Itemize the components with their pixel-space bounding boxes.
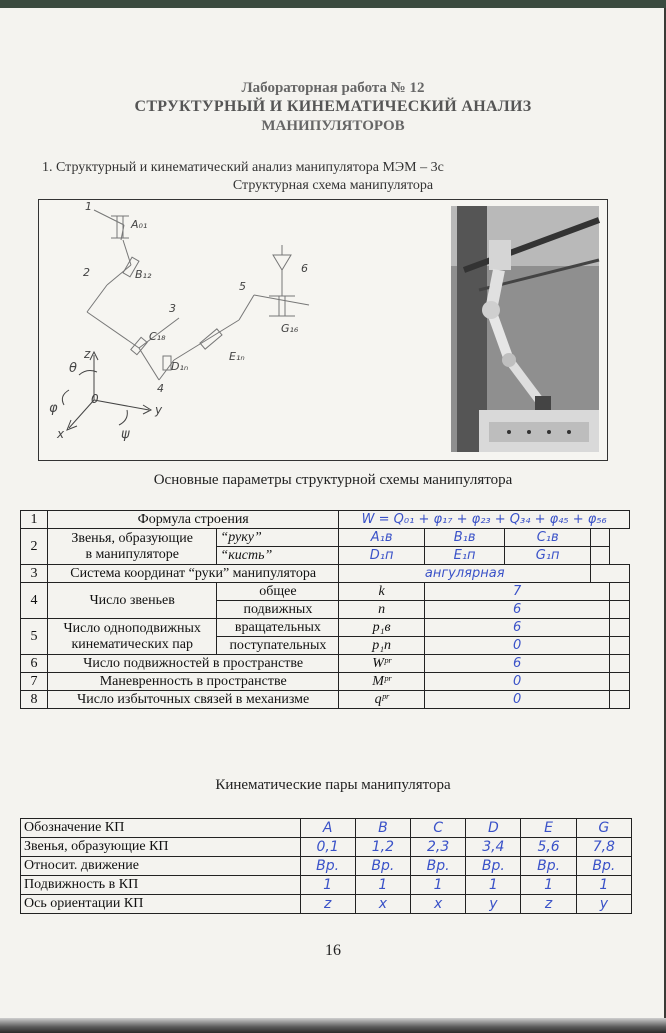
links-moving-value: 6: [424, 601, 610, 619]
redundant-symbol: qᵖʳ: [339, 691, 424, 709]
dof-empty: [610, 655, 630, 673]
table-row: [21, 529, 630, 547]
maneuver-value: 0: [424, 673, 610, 691]
manipulator-photo: [451, 206, 599, 452]
lab-subtitle-line2: МАНИПУЛЯТОРОВ: [261, 118, 405, 134]
table-row: [21, 673, 630, 691]
wrist-link-3: G₁п: [505, 547, 591, 565]
wrist-link-1: D₁п: [339, 547, 424, 565]
pair-cell: Вр.: [355, 857, 410, 876]
table-row: [21, 691, 630, 709]
links-moving-empty: [610, 601, 630, 619]
links-label-line1: Звенья, образующие: [71, 530, 193, 546]
coord-system-empty: [591, 565, 630, 583]
pair-cell: Вр.: [466, 857, 521, 876]
coord-system-value: ангулярная: [339, 565, 591, 583]
structural-scheme-svg: [39, 200, 607, 460]
label-joint-d: D₁ₙ: [171, 360, 189, 373]
maneuver-label: Маневренность в пространстве: [48, 673, 339, 691]
joint-e-symbol: [200, 329, 222, 349]
pair-cell: E: [521, 819, 576, 838]
pair-motion-label: Относит. движение: [21, 857, 301, 876]
links-total-symbol: k: [339, 583, 424, 601]
gripper-symbol: [273, 255, 291, 270]
label-joint-b: B₁₂: [135, 268, 152, 281]
pair-cell: y: [576, 895, 631, 914]
row-number: 6: [21, 655, 48, 673]
pair-cell: D: [466, 819, 521, 838]
coord-system-label: Система координат “руки” манипулятора: [48, 565, 339, 583]
table-row: [21, 511, 630, 529]
maneuver-symbol: Mᵖʳ: [339, 673, 424, 691]
links-label: [48, 529, 217, 565]
table-row: [21, 655, 630, 673]
pairs-label-line2: кинематических пар: [71, 636, 193, 652]
pair-cell: 7,8: [576, 838, 631, 857]
links-total-value: 7: [424, 583, 610, 601]
axis-y: y: [155, 403, 163, 417]
structural-figure: [38, 199, 608, 461]
pairs-rotational-symbol: p₁в: [339, 619, 424, 637]
table-row: [21, 895, 632, 914]
dof-label: Число подвижностей в пространстве: [48, 655, 339, 673]
table2-caption: Кинематические пары манипулятора: [215, 777, 451, 793]
section-heading: 1. Структурный и кинематический анализ манипулятора МЭМ – 3с: [42, 160, 444, 175]
redundant-empty: [610, 691, 630, 709]
axis-x: x: [57, 427, 65, 441]
top-edge: [0, 0, 666, 8]
pair-cell: 1: [521, 876, 576, 895]
links-label-line2: в манипуляторе: [85, 546, 179, 562]
pair-cell: Вр.: [300, 857, 355, 876]
table-row: [21, 857, 632, 876]
links-count-label: Число звеньев: [48, 583, 217, 619]
pairs-rotational-empty: [610, 619, 630, 637]
page-number: 16: [325, 942, 341, 959]
pair-cell: Вр.: [410, 857, 465, 876]
pair-cell: 0,1: [300, 838, 355, 857]
pair-axis-label: Ось ориентации КП: [21, 895, 301, 914]
arm-label: “руку”: [217, 529, 339, 547]
row-number: 1: [21, 511, 48, 529]
row-number: 3: [21, 565, 48, 583]
pair-cell: A: [300, 819, 355, 838]
pairs-translational-empty: [610, 637, 630, 655]
lab-subtitle-line1: СТРУКТУРНЫЙ И КИНЕМАТИЧЕСКИЙ АНАЛИЗ: [134, 98, 532, 115]
label-link-1: 1: [85, 200, 92, 213]
pair-cell: 5,6: [521, 838, 576, 857]
table-row: [21, 819, 632, 838]
pair-cell: y: [466, 895, 521, 914]
label-link-5: 5: [239, 280, 246, 293]
pair-cell: 1: [466, 876, 521, 895]
wrist-label: “кисть”: [217, 547, 339, 565]
pair-cell: G: [576, 819, 631, 838]
structure-formula-label: Формула строения: [48, 511, 339, 529]
wrist-link-empty: [591, 547, 610, 565]
wrist-link-2: E₁п: [424, 547, 504, 565]
row-number: 5: [21, 619, 48, 655]
table-row: [21, 876, 632, 895]
pairs-count-label: [48, 619, 217, 655]
joint-c-symbol: [131, 337, 147, 354]
link-3: [87, 312, 139, 348]
redundant-label: Число избыточных связей в механизме: [48, 691, 339, 709]
arm-link-1: A₁в: [339, 529, 424, 547]
label-joint-e: E₁ₙ: [229, 350, 245, 363]
pair-cell: B: [355, 819, 410, 838]
pair-cell: 1,2: [355, 838, 410, 857]
pairs-label-line1: Число одноподвижных: [63, 620, 201, 636]
label-link-3: 3: [169, 302, 176, 315]
axis-psi: ψ: [121, 427, 130, 442]
arm-link-3: C₁в: [505, 529, 591, 547]
pair-cell: z: [521, 895, 576, 914]
pair-cell: x: [355, 895, 410, 914]
dof-value: 6: [424, 655, 610, 673]
pairs-translational-symbol: p₁п: [339, 637, 424, 655]
label-link-6: 6: [301, 262, 308, 275]
pairs-translational-value: 0: [424, 637, 610, 655]
pair-cell: 1: [576, 876, 631, 895]
row-number: 7: [21, 673, 48, 691]
pair-cell: C: [410, 819, 465, 838]
pairs-rotational-label: вращательных: [217, 619, 339, 637]
links-moving-symbol: n: [339, 601, 424, 619]
links-total-empty: [610, 583, 630, 601]
table-row: [21, 619, 630, 637]
dof-symbol: Wᵖʳ: [339, 655, 424, 673]
links-moving-label: подвижных: [217, 601, 339, 619]
kinematic-pairs-table: [20, 818, 632, 914]
pair-cell: 3,4: [466, 838, 521, 857]
link-0: [94, 210, 124, 225]
table-row: [21, 583, 630, 601]
row-number: 8: [21, 691, 48, 709]
pair-cell: Вр.: [521, 857, 576, 876]
arm-link-2: B₁в: [424, 529, 504, 547]
pair-links-label: Звенья, образующие КП: [21, 838, 301, 857]
table1-caption: Основные параметры структурной схемы манипулятора: [153, 472, 513, 488]
row-number: 4: [21, 583, 48, 619]
label-joint-a: A₀₁: [131, 218, 148, 231]
bottom-edge: [0, 1018, 666, 1033]
link-4: [139, 348, 159, 380]
pair-cell: 1: [355, 876, 410, 895]
arm-link-empty: [591, 529, 610, 547]
axis-origin: 0: [91, 392, 99, 406]
structure-formula-value: W = Q₀₁ + φ₁₇ + φ₂₃ + Q₃₄ + φ₄₅ + φ₅₆: [339, 511, 630, 529]
maneuver-empty: [610, 673, 630, 691]
pair-cell: 1: [300, 876, 355, 895]
pair-cell: 2,3: [410, 838, 465, 857]
pair-cell: Вр.: [576, 857, 631, 876]
pair-cell: x: [410, 895, 465, 914]
table-row: [21, 838, 632, 857]
label-joint-g: G₁₆: [281, 322, 299, 335]
joint-d-symbol: [163, 356, 171, 370]
joint-g-symbol: [279, 296, 285, 316]
table-row: [21, 565, 630, 583]
pairs-rotational-value: 6: [424, 619, 610, 637]
pair-mobility-label: Подвижность в КП: [21, 876, 301, 895]
label-joint-c: C₁₈: [149, 330, 166, 343]
row-number: 2: [21, 529, 48, 565]
pair-cell: 1: [410, 876, 465, 895]
links-total-label: общее: [217, 583, 339, 601]
axis-theta: θ: [69, 361, 77, 376]
lab-title: Лабораторная работа № 12: [241, 80, 425, 96]
label-link-4: 4: [157, 382, 164, 395]
figure-caption: Структурная схема манипулятора: [232, 178, 434, 193]
axis-phi: φ: [49, 401, 58, 416]
pairs-translational-label: поступательных: [217, 637, 339, 655]
parameters-table: [20, 510, 630, 709]
label-link-2: 2: [83, 266, 90, 279]
pair-cell: z: [300, 895, 355, 914]
redundant-value: 0: [424, 691, 610, 709]
pair-designation-label: Обозначение КП: [21, 819, 301, 838]
axis-z: z: [84, 347, 91, 361]
